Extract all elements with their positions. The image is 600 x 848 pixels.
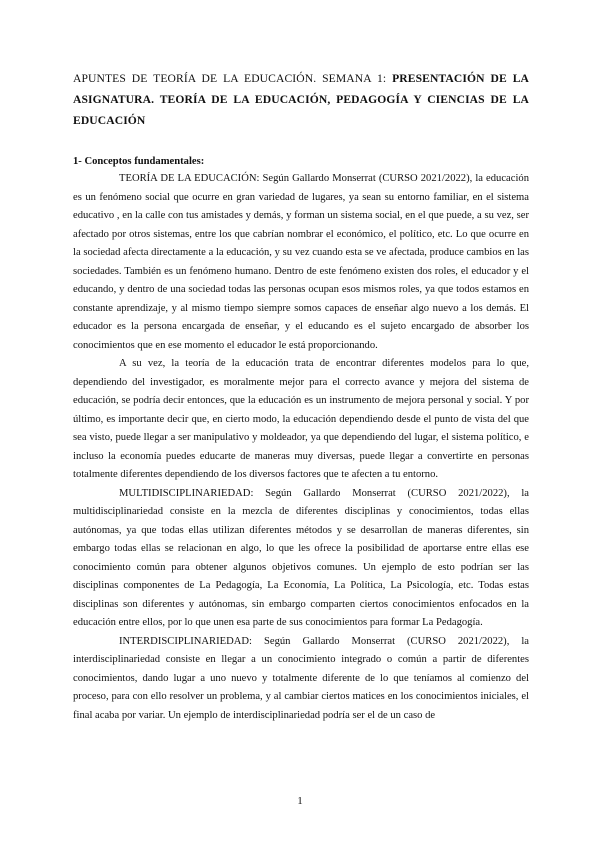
paragraph-multidisciplinariedad: MULTIDISCIPLINARIEDAD: Según Gallardo Monserrat (CURSO 2021/2022), la multidisciplinariedad consiste en la mezcla de diferentes disciplinas y conocimientos, todas ellas autónomas, ya que todas ellas utilizan diferentes métodos y se desarrollan de maneras diferentes, sin embargo todas ellas se relacionan en algo, lo que les ofrece la posibilidad de aportarse entre ellas ese conocimiento común para obtener algunos objetivos comunes. Un ejemplo de esto podrían ser las disciplinas componentes de La Pedagogía, La Economía, La Política, La Psicología, etc. Todas estas disciplinas son diferentes y autónomas, sin embargo comparten ciertos conocimientos enfocados en la educación entre ellos, por lo que unen esa parte de sus conocimientos para formar La Pedagogía.: [73, 487, 529, 628]
paragraph-teoria-continuacion: A su vez, la teoría de la educación trata de encontrar diferentes modelos para lo que, dependiendo del investigador, es moralmente mejor para el correcto avance y mejora del sistema de educación, se podría decir entonces, que la educación es un instrumento de mejora personal y social. Y por último, es importante decir que, en cierto modo, la educación dependiendo desde el punto de vista del que sea visto, puede llegar a ser manipulativo y moldeador, ya que dependiendo del lugar, el sistema político, e incluso la economía puedes educarte de maneras muy diversas, puede llegar a convertirte en personas totalmente diferentes dependiendo de los diversos factores que te afecten a tu entorno.: [73, 358, 529, 480]
paragraph-teoria: TEORÍA DE LA EDUCACIÓN: Según Gallardo Monserrat (CURSO 2021/2022), la educación es un fenómeno social que ocurre en gran variedad de lugares, ya sean su entorno familiar, en el sistema educativo , en la calle con tus amistades y demás, y forman un sistema social, en el que puede, a su vez, ser afectado por otros sistemas, entre los que cabrían nombrar el económico, el político, etc. Lo que ocurre en la sociedad afecta directamente a la educación, y su vez cuando esta se ve afectada, produce cambios en las sociedades. También es un fenómeno humano. Dentro de este fenómeno existen dos roles, el educador y el educando, y dentro de una sociedad todas las personas ocupan esos mismos roles, ya que todos estamos en constante aprendizaje, y al mismo tiempo siempre somos capaces de enseñar algo nuevo a los demás. El educador es la persona encargada de enseñar, y el educando es el sujeto encargado de absorber los conocimientos que en ese momento el educador le está proporcionando.: [73, 173, 529, 351]
page-number: 1: [297, 795, 303, 807]
paragraph-interdisciplinariedad: INTERDISCIPLINARIEDAD: Según Gallardo Monserrat (CURSO 2021/2022), la interdisciplinariedad consiste en llegar a un conocimiento integrado o común a partir de diferentes conocimientos, dando lugar a uno nuevo y totalmente diferente de lo que teníamos al comienzo del proceso, para con ello resolver un problema, y al cambiar ciertos matices en los conocimientos iniciales, el final acaba por variar. Un ejemplo de interdisciplinariedad podría ser el de un caso de: [73, 635, 529, 721]
section-heading: 1- Conceptos fundamentales:: [73, 156, 205, 167]
title-bold-part: PRESENTACIÓN DE LA ASIGNATURA. TEORÍA DE LA EDUCACIÓN, PEDAGOGÍA Y CIENCIAS DE LA EDUCACIÓN: [73, 72, 529, 127]
title-regular-part: APUNTES DE TEORÍA DE LA EDUCACIÓN. SEMANA 1:: [73, 72, 393, 85]
document-title: [73, 68, 529, 131]
page-content: [73, 68, 529, 725]
